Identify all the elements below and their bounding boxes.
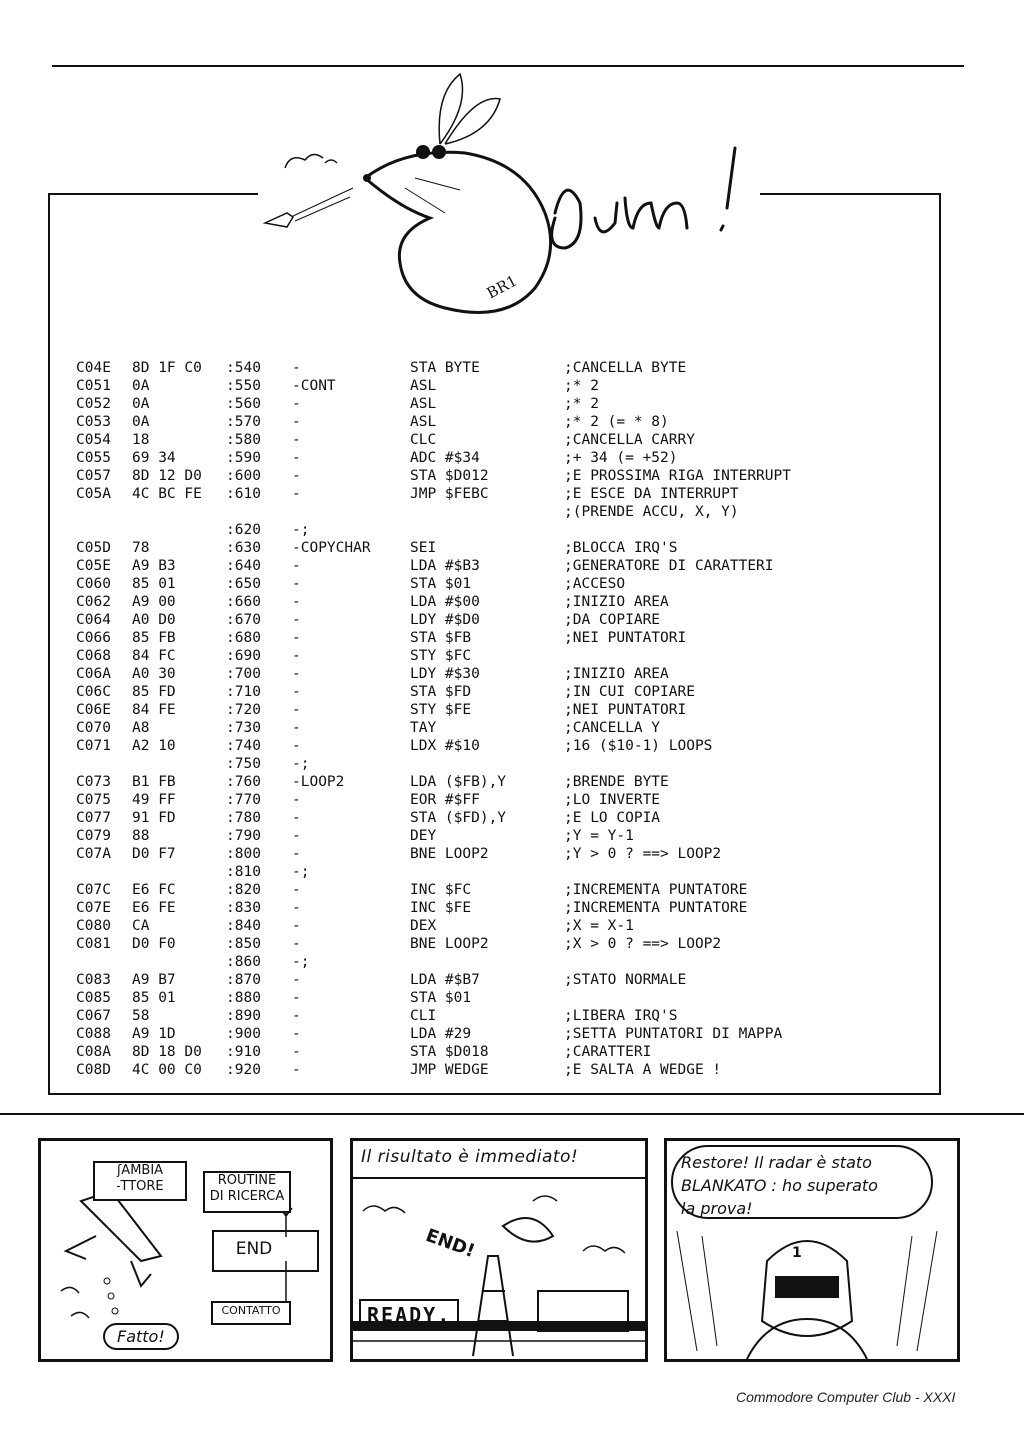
listing-addr: C060 [76, 576, 111, 592]
listing-line: :730 [226, 720, 261, 736]
listing-row [74, 396, 934, 414]
listing-line: :860 [226, 954, 261, 970]
listing-bytes: 8D 18 D0 [132, 1044, 202, 1060]
listing-instr: LDA #$B7 [410, 972, 480, 988]
listing-row [74, 576, 934, 594]
listing-addr: C066 [76, 630, 111, 646]
listing-instr: ASL [410, 414, 437, 430]
listing-line: :910 [226, 1044, 261, 1060]
listing-label: - [292, 468, 301, 484]
speech-line-3: la prova! [681, 1199, 753, 1218]
listing-row [74, 432, 934, 450]
listing-label: -; [292, 756, 310, 772]
listing-label: - [292, 1026, 301, 1042]
listing-label: - [292, 414, 301, 430]
top-rule [52, 65, 964, 67]
listing-row [74, 1062, 934, 1080]
listing-instr: LDA #$00 [410, 594, 480, 610]
listing-instr: STA $D018 [410, 1044, 489, 1060]
listing-comment: ;BRENDE BYTE [564, 774, 669, 790]
listing-row [74, 630, 934, 648]
listing-addr: C08D [76, 1062, 111, 1078]
listing-row [74, 666, 934, 684]
listing-bytes: E6 FC [132, 882, 176, 898]
listing-bytes: D0 F0 [132, 936, 176, 952]
flowchart-box-routine: ROUTINE DI RICERCA [203, 1171, 291, 1213]
listing-comment: ;ACCESO [564, 576, 626, 592]
listing-addr: C064 [76, 612, 111, 628]
listing-instr: ASL [410, 396, 437, 412]
listing-addr: C088 [76, 1026, 111, 1042]
listing-instr: INC $FC [410, 882, 472, 898]
listing-bytes: 8D 12 D0 [132, 468, 202, 484]
listing-row [74, 702, 934, 720]
listing-row [74, 864, 934, 882]
speech-line-2: BLANKATO : ho superato [681, 1176, 878, 1195]
listing-addr: C04E [76, 360, 111, 376]
listing-row [74, 792, 934, 810]
listing-instr: STA ($FD),Y [410, 810, 507, 826]
listing-row [74, 720, 934, 738]
listing-addr: C070 [76, 720, 111, 736]
listing-line: :700 [226, 666, 261, 682]
listing-comment: ;* 2 (= * 8) [564, 414, 669, 430]
listing-line: :600 [226, 468, 261, 484]
listing-comment: ;16 ($10-1) LOOPS [564, 738, 713, 754]
listing-row [74, 558, 934, 576]
end-sign: END! [422, 1224, 478, 1263]
listing-bytes: 88 [132, 828, 150, 844]
listing-row [74, 936, 934, 954]
listing-line: :900 [226, 1026, 261, 1042]
listing-addr: C062 [76, 594, 111, 610]
listing-bytes: A0 D0 [132, 612, 176, 628]
listing-instr: TAY [410, 720, 437, 736]
listing-line: :610 [226, 486, 261, 502]
listing-row [74, 756, 934, 774]
listing-comment: ;* 2 [564, 378, 599, 394]
listing-label: - [292, 684, 301, 700]
listing-addr: C07E [76, 900, 111, 916]
listing-instr: JMP $FEBC [410, 486, 489, 502]
listing-label: -; [292, 522, 310, 538]
listing-bytes: A0 30 [132, 666, 176, 682]
listing-addr: C071 [76, 738, 111, 754]
flowchart-box-cambia: ʃAMBIA ˗TTORE [93, 1161, 187, 1201]
listing-instr: LDA #29 [410, 1026, 472, 1042]
speech-bubble-fatto: Fatto! [103, 1323, 179, 1350]
listing-instr: EOR #$FF [410, 792, 480, 808]
listing-instr: LDA ($FB),Y [410, 774, 507, 790]
listing-label: -; [292, 864, 310, 880]
listing-comment: ;SETTA PUNTATORI DI MAPPA [564, 1026, 783, 1042]
listing-instr: CLC [410, 432, 437, 448]
listing-row [74, 540, 934, 558]
listing-instr: ADC #$34 [410, 450, 480, 466]
listing-instr: STA BYTE [410, 360, 480, 376]
listing-line: :660 [226, 594, 261, 610]
listing-bytes: 0A [132, 396, 150, 412]
listing-comment: ;IN CUI COPIARE [564, 684, 695, 700]
listing-bytes: 18 [132, 432, 150, 448]
listing-line: :650 [226, 576, 261, 592]
listing-instr: STA $FD [410, 684, 472, 700]
listing-instr: ASL [410, 378, 437, 394]
listing-instr: CLI [410, 1008, 437, 1024]
ready-screen-text: READY. [359, 1299, 459, 1331]
listing-line: :590 [226, 450, 261, 466]
listing-bytes: 49 FF [132, 792, 176, 808]
listing-bytes: 85 01 [132, 990, 176, 1006]
listing-comment: ;CANCELLA CARRY [564, 432, 695, 448]
listing-line: :800 [226, 846, 261, 862]
listing-instr: BNE LOOP2 [410, 846, 489, 862]
listing-addr: C068 [76, 648, 111, 664]
listing-comment: ;Y > 0 ? ==> LOOP2 [564, 846, 722, 862]
listing-comment: ;INIZIO AREA [564, 666, 669, 682]
listing-instr: BNE LOOP2 [410, 936, 489, 952]
listing-bytes: A8 [132, 720, 150, 736]
listing-addr: C05A [76, 486, 111, 502]
listing-row [74, 414, 934, 432]
listing-label: -CONT [292, 378, 336, 394]
listing-label: -LOOP2 [292, 774, 345, 790]
listing-label: - [292, 720, 301, 736]
listing-comment: ;* 2 [564, 396, 599, 412]
listing-label: - [292, 1062, 301, 1078]
page-footer: Commodore Computer Club - XXXI [736, 1389, 956, 1405]
listing-line: :740 [226, 738, 261, 754]
listing-row [74, 504, 934, 522]
listing-line: :880 [226, 990, 261, 1006]
listing-label: - [292, 360, 301, 376]
listing-bytes: 4C BC FE [132, 486, 202, 502]
flowchart-box-end: END [219, 1237, 289, 1261]
comic-panel-3 [664, 1138, 960, 1362]
listing-row [74, 594, 934, 612]
listing-label: -; [292, 954, 310, 970]
listing-comment: ;STATO NORMALE [564, 972, 687, 988]
listing-comment: ;INIZIO AREA [564, 594, 669, 610]
listing-row [74, 738, 934, 756]
listing-line: :560 [226, 396, 261, 412]
listing-bytes: 91 FD [132, 810, 176, 826]
listing-bytes: 69 34 [132, 450, 176, 466]
listing-row [74, 648, 934, 666]
listing-comment: ;E LO COPIA [564, 810, 661, 826]
listing-bytes: 85 FD [132, 684, 176, 700]
listing-bytes: 84 FE [132, 702, 176, 718]
listing-line: :830 [226, 900, 261, 916]
listing-row [74, 774, 934, 792]
listing-row [74, 882, 934, 900]
listing-addr: C052 [76, 396, 111, 412]
listing-label: - [292, 486, 301, 502]
listing-addr: C067 [76, 1008, 111, 1024]
listing-comment: ;(PRENDE ACCU, X, Y) [564, 504, 739, 520]
listing-row [74, 1026, 934, 1044]
listing-row [74, 468, 934, 486]
listing-label: - [292, 828, 301, 844]
listing-line: :720 [226, 702, 261, 718]
listing-comment: ;INCREMENTA PUNTATORE [564, 900, 748, 916]
listing-row [74, 900, 934, 918]
listing-addr: C053 [76, 414, 111, 430]
listing-addr: C06E [76, 702, 111, 718]
listing-bytes: B1 FB [132, 774, 176, 790]
listing-line: :780 [226, 810, 261, 826]
listing-comment: ;+ 34 (= +52) [564, 450, 678, 466]
listing-line: :790 [226, 828, 261, 844]
listing-instr: JMP WEDGE [410, 1062, 489, 1078]
listing-bytes: 85 01 [132, 576, 176, 592]
listing-label: -COPYCHAR [292, 540, 371, 556]
listing-label: - [292, 990, 301, 1006]
listing-row [74, 918, 934, 936]
listing-label: - [292, 630, 301, 646]
listing-addr: C085 [76, 990, 111, 1006]
listing-line: :630 [226, 540, 261, 556]
listing-bytes: 8D 1F C0 [132, 360, 202, 376]
listing-line: :890 [226, 1008, 261, 1024]
listing-addr: C05D [76, 540, 111, 556]
listing-instr: LDY #$30 [410, 666, 480, 682]
listing-bytes: D0 F7 [132, 846, 176, 862]
listing-label: - [292, 558, 301, 574]
listing-label: - [292, 1044, 301, 1060]
listing-instr: STA $D012 [410, 468, 489, 484]
listing-row [74, 522, 934, 540]
listing-row [74, 360, 934, 378]
listing-addr: C083 [76, 972, 111, 988]
listing-comment: ;CANCELLA BYTE [564, 360, 687, 376]
listing-bytes: 4C 00 C0 [132, 1062, 202, 1078]
listing-addr: C055 [76, 450, 111, 466]
listing-bytes: 0A [132, 414, 150, 430]
listing-bytes: A9 B7 [132, 972, 176, 988]
listing-comment: ;E SALTA A WEDGE ! [564, 1062, 722, 1078]
listing-comment: ;NEI PUNTATORI [564, 630, 687, 646]
listing-addr: C05E [76, 558, 111, 574]
listing-instr: STA $01 [410, 576, 472, 592]
listing-line: :760 [226, 774, 261, 790]
listing-addr: C07C [76, 882, 111, 898]
listing-bytes: A9 00 [132, 594, 176, 610]
listing-label: - [292, 450, 301, 466]
listing-comment: ;X > 0 ? ==> LOOP2 [564, 936, 722, 952]
listing-instr: STA $FB [410, 630, 472, 646]
listing-comment: ;E ESCE DA INTERRUPT [564, 486, 739, 502]
listing-line: :920 [226, 1062, 261, 1078]
listing-row [74, 1044, 934, 1062]
listing-label: - [292, 810, 301, 826]
listing-label: - [292, 1008, 301, 1024]
listing-label: - [292, 972, 301, 988]
listing-comment: ;CARATTERI [564, 1044, 652, 1060]
listing-addr: C080 [76, 918, 111, 934]
listing-row [74, 972, 934, 990]
listing-label: - [292, 792, 301, 808]
listing-bytes: 84 FC [132, 648, 176, 664]
comic-panel-1 [38, 1138, 333, 1362]
listing-label: - [292, 918, 301, 934]
listing-label: - [292, 432, 301, 448]
helmet-number: 1 [792, 1245, 802, 1261]
listing-label: - [292, 882, 301, 898]
listing-line: :540 [226, 360, 261, 376]
listing-line: :840 [226, 918, 261, 934]
listing-row [74, 810, 934, 828]
assembly-listing [74, 360, 934, 1080]
listing-addr: C06C [76, 684, 111, 700]
listing-label: - [292, 648, 301, 664]
listing-bytes: 0A [132, 378, 150, 394]
artist-signature: BR1 [483, 271, 521, 303]
panel-caption: Il risultato è immediato! [361, 1147, 579, 1167]
listing-row [74, 828, 934, 846]
listing-line: :640 [226, 558, 261, 574]
listing-instr: SEI [410, 540, 437, 556]
listing-label: - [292, 612, 301, 628]
listing-line: :850 [226, 936, 261, 952]
listing-label: - [292, 702, 301, 718]
listing-addr: C073 [76, 774, 111, 790]
listing-line: :680 [226, 630, 261, 646]
listing-line: :580 [226, 432, 261, 448]
listing-addr: C077 [76, 810, 111, 826]
listing-instr: STY $FE [410, 702, 472, 718]
listing-addr: C08A [76, 1044, 111, 1060]
bottom-rule [0, 1113, 1024, 1115]
listing-comment: ;X = X-1 [564, 918, 634, 934]
listing-addr: C079 [76, 828, 111, 844]
listing-label: - [292, 666, 301, 682]
listing-line: :770 [226, 792, 261, 808]
flowchart-box-contatto: CONTATTO [211, 1301, 291, 1325]
listing-instr: STA $01 [410, 990, 472, 1006]
listing-addr: C07A [76, 846, 111, 862]
listing-label: - [292, 594, 301, 610]
listing-addr: C057 [76, 468, 111, 484]
listing-line: :550 [226, 378, 261, 394]
listing-addr: C081 [76, 936, 111, 952]
listing-bytes: 78 [132, 540, 150, 556]
listing-comment: ;LO INVERTE [564, 792, 661, 808]
listing-bytes: A2 10 [132, 738, 176, 754]
listing-comment: ;DA COPIARE [564, 612, 661, 628]
listing-row [74, 846, 934, 864]
listing-bytes: 85 FB [132, 630, 176, 646]
listing-addr: C054 [76, 432, 111, 448]
listing-bytes: A9 1D [132, 1026, 176, 1042]
listing-line: :750 [226, 756, 261, 772]
listing-comment: ;LIBERA IRQ'S [564, 1008, 678, 1024]
listing-instr: LDA #$B3 [410, 558, 480, 574]
listing-row [74, 612, 934, 630]
listing-label: - [292, 396, 301, 412]
listing-bytes: A9 B3 [132, 558, 176, 574]
listing-row [74, 450, 934, 468]
listing-bytes: 58 [132, 1008, 150, 1024]
listing-line: :710 [226, 684, 261, 700]
listing-row [74, 378, 934, 396]
listing-label: - [292, 900, 301, 916]
listing-line: :690 [226, 648, 261, 664]
listing-label: - [292, 738, 301, 754]
listing-label: - [292, 846, 301, 862]
listing-line: :670 [226, 612, 261, 628]
comic-panel-2 [350, 1138, 648, 1362]
listing-line: :820 [226, 882, 261, 898]
listing-label: - [292, 576, 301, 592]
listing-bytes: E6 FE [132, 900, 176, 916]
listing-row [74, 954, 934, 972]
listing-row [74, 1008, 934, 1026]
listing-row [74, 990, 934, 1008]
speech-bubble-restore [671, 1145, 933, 1219]
listing-comment: ;CANCELLA Y [564, 720, 661, 736]
listing-label: - [292, 936, 301, 952]
listing-addr: C075 [76, 792, 111, 808]
speech-line-1: Restore! Il radar è stato [681, 1153, 872, 1172]
listing-line: :810 [226, 864, 261, 880]
listing-row [74, 486, 934, 504]
listing-comment: ;INCREMENTA PUNTATORE [564, 882, 748, 898]
listing-comment: ;Y = Y-1 [564, 828, 634, 844]
listing-line: :620 [226, 522, 261, 538]
listing-line: :570 [226, 414, 261, 430]
listing-comment: ;NEI PUNTATORI [564, 702, 687, 718]
listing-line: :870 [226, 972, 261, 988]
listing-instr: LDX #$10 [410, 738, 480, 754]
listing-instr: LDY #$D0 [410, 612, 480, 628]
listing-instr: INC $FE [410, 900, 472, 916]
listing-row [74, 684, 934, 702]
listing-comment: ;GENERATORE DI CARATTERI [564, 558, 774, 574]
listing-comment: ;BLOCCA IRQ'S [564, 540, 678, 556]
listing-bytes: CA [132, 918, 150, 934]
listing-comment: ;E PROSSIMA RIGA INTERRUPT [564, 468, 791, 484]
listing-instr: DEY [410, 828, 437, 844]
listing-addr: C06A [76, 666, 111, 682]
listing-addr: C051 [76, 378, 111, 394]
listing-instr: DEX [410, 918, 437, 934]
listing-instr: STY $FC [410, 648, 472, 664]
